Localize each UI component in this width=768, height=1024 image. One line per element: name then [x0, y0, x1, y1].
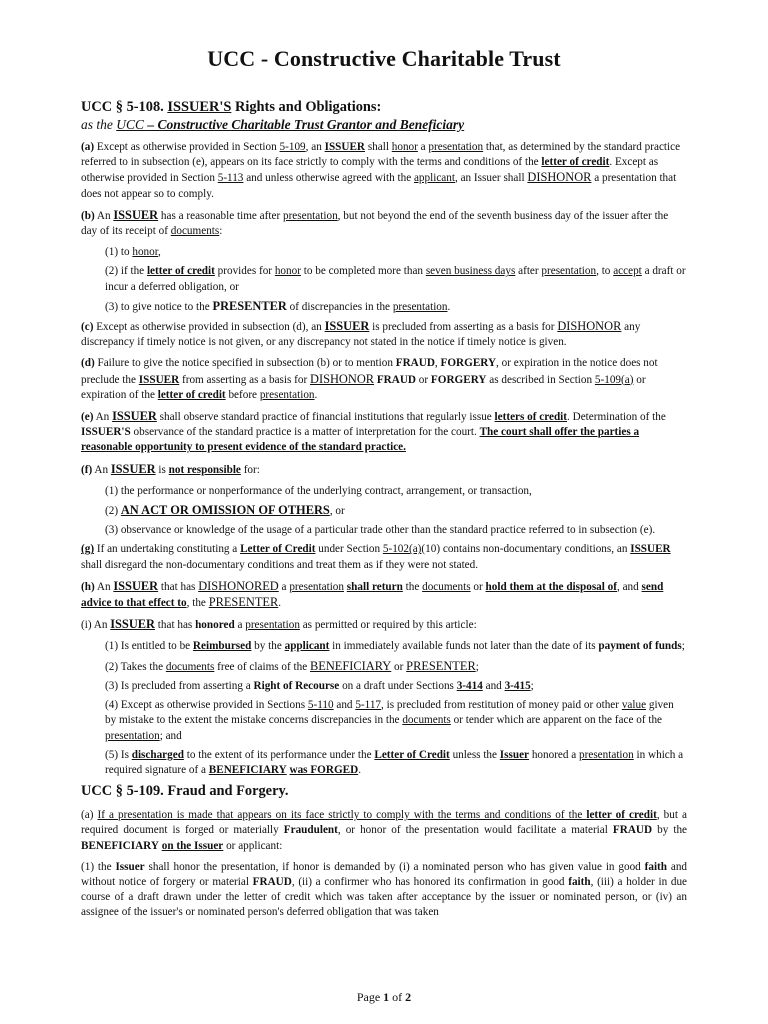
- section-ref: 5-109(a): [594, 373, 634, 386]
- term-discharged: discharged: [131, 748, 184, 761]
- term-reimbursed: Reimbursed: [192, 640, 252, 653]
- term-presenter: PRESENTER: [406, 658, 476, 673]
- text: on a draft under Sections: [339, 679, 457, 692]
- text: If an undertaking constituting a: [94, 543, 241, 556]
- section-ref: 5-109: [279, 141, 306, 153]
- text: ,: [158, 246, 161, 259]
- text: Except as otherwise provided in subsection (d), an: [93, 321, 325, 334]
- text: has a reasonable time after: [158, 209, 283, 222]
- text: as permitted or required by this article:: [299, 619, 477, 632]
- term-issuer: ISSUER: [630, 543, 671, 556]
- term-issuer: ISSUER: [324, 141, 366, 153]
- text: An: [94, 580, 114, 593]
- term-presenter: PRESENTER: [212, 298, 287, 313]
- paragraph-label: (c): [81, 321, 94, 334]
- text: any discrepancy if timely notice is not given, or any discrepancy not stated in the notice if timely notice is given.: [81, 321, 641, 349]
- term-presentation: presentation: [105, 729, 160, 742]
- text: .: [314, 388, 318, 401]
- text: by the: [652, 824, 688, 837]
- text: a: [278, 580, 290, 593]
- text: shall observe standard practice of financial institutions that regularly issue: [156, 411, 495, 424]
- text: and without notice of forgery or material: [81, 860, 688, 888]
- section-5-109-heading: UCC § 5-109. Fraud and Forgery.: [81, 783, 289, 800]
- text: in which a required signature of a: [105, 748, 684, 776]
- subheading-text: as the: [81, 117, 117, 132]
- paragraph-b: [81, 208, 687, 239]
- page-number: 1: [383, 990, 390, 1004]
- text: from asserting as a basis for: [179, 373, 311, 386]
- section-ref: 3-415: [504, 679, 531, 692]
- text: , or expiration in the notice does not preclude the: [81, 357, 658, 386]
- term-dishonor: DISHONOR: [557, 319, 622, 334]
- list-item: (3) observance or knowledge of the usage of a particular trade other than the standard practice referred to in subsection (e).: [105, 524, 656, 537]
- term-letters-of-credit: letters of credit: [494, 411, 568, 424]
- text: that has: [158, 580, 199, 593]
- text: the: [402, 580, 423, 593]
- text: (1) Is entitled to be: [105, 640, 193, 653]
- term-letter-of-credit: letter of credit: [146, 265, 215, 278]
- term-hold-at-disposal: hold them at the disposal of: [485, 580, 617, 593]
- term-presentation: presentation: [579, 748, 634, 761]
- text: shall honor the presentation, if honor is demanded by (i) a nominated person who has given value in good: [144, 860, 645, 873]
- paragraph-label: (f): [81, 463, 93, 476]
- text: and: [333, 699, 356, 712]
- text: An: [92, 463, 111, 476]
- underlined-clause: If a presentation is made that appears on its face strictly to comply with the terms and conditions of the: [97, 809, 587, 822]
- text: given by mistake to the extent the mistake concerns discrepancies in the: [105, 699, 674, 727]
- section-5-108-heading: [81, 98, 687, 116]
- paragraph-label: (e): [81, 411, 94, 424]
- list-item: [105, 503, 687, 519]
- text: (3) Is precluded from asserting a: [105, 679, 254, 692]
- paragraph-i-items: [81, 639, 687, 778]
- page-total: 2: [405, 990, 412, 1004]
- text: a presentation that does not appear so to comply.: [81, 172, 677, 200]
- term-letter-of-credit: Letter of Credit: [240, 543, 316, 556]
- text: after: [515, 265, 542, 278]
- term-act-or-omission: AN ACT OR OMISSION OF OTHERS: [120, 503, 330, 518]
- text: for:: [240, 463, 260, 476]
- term-presenter: PRESENTER: [208, 595, 279, 610]
- text: ;: [530, 679, 534, 692]
- page-title: UCC - Constructive Charitable Trust: [207, 46, 561, 71]
- text: that, as determined by the standard practice referred to in subsection (e), appears on its face strictly to comply with the terms and conditions of the: [81, 141, 681, 169]
- term-right-of-recourse: Right of Recourse: [253, 679, 340, 692]
- text: before: [225, 388, 260, 401]
- text: or: [391, 660, 407, 673]
- text: to be completed more than: [300, 265, 426, 278]
- term-faith: faith: [568, 875, 591, 888]
- text: An: [94, 209, 114, 222]
- term-not-responsible: not responsible: [168, 463, 241, 476]
- text: to the extent of its performance under the: [183, 748, 375, 761]
- term-issuer: Issuer: [115, 860, 145, 873]
- text: , (ii) a confirmer who has honored its confirmation in good: [291, 875, 569, 888]
- page-footer: [0, 990, 768, 1005]
- term-presentation: presentation: [392, 300, 448, 313]
- subheading-ucc-term: UCC: [116, 117, 145, 132]
- term-presentation: presentation: [428, 141, 484, 153]
- text: or expiration of the: [81, 373, 646, 401]
- text: a draft or incur a deferred obligation, or: [105, 265, 686, 293]
- term-fraud: FRAUD: [612, 824, 653, 837]
- text: of discrepancies in the: [286, 300, 393, 313]
- paragraph-label: (a): [81, 809, 94, 822]
- paragraph-label: (h): [81, 580, 95, 593]
- term-honored: honored: [195, 619, 235, 632]
- term-payment-of-funds: payment of funds: [598, 640, 682, 653]
- list-item: [105, 264, 687, 294]
- section-ref: 3-414: [456, 679, 483, 692]
- term-letter-of-credit: letter of credit: [586, 809, 657, 822]
- text: ; and: [159, 729, 182, 742]
- term-honor: honor: [274, 265, 301, 278]
- text: or: [416, 373, 431, 386]
- text: (4) Except as otherwise provided in Sections: [105, 699, 308, 712]
- list-item: [105, 245, 687, 260]
- heading-issuer-term: ISSUER'S: [167, 99, 232, 115]
- text: , the: [186, 597, 209, 610]
- term-presentation: presentation: [541, 265, 597, 278]
- text: of: [389, 990, 406, 1004]
- text: , or: [329, 505, 345, 518]
- paragraph-label: (a): [81, 141, 95, 153]
- text: , is precluded from restitution of money paid or other: [381, 699, 622, 712]
- subheading-trust-term: – Constructive Charitable Trust Grantor and Beneficiary: [144, 117, 465, 132]
- paragraph-label: (b): [81, 209, 95, 222]
- court-statement: The court shall offer the parties a reasonable opportunity to present evidence of the standard practice.: [81, 426, 640, 454]
- section-5-108-subheading: [81, 116, 687, 133]
- paragraph-f-items: [81, 484, 687, 539]
- term-applicant: applicant: [284, 640, 330, 653]
- text: as described in Section: [486, 373, 595, 386]
- paragraph-b-items: [81, 245, 687, 315]
- paragraph-d: [81, 356, 687, 403]
- heading-text: Rights and Obligations:: [231, 99, 382, 115]
- term-issuers: ISSUER'S: [81, 426, 131, 439]
- paragraph-label: (g): [81, 543, 95, 556]
- paragraph-a: [81, 140, 687, 202]
- text: a: [417, 141, 429, 153]
- text: is: [155, 463, 169, 476]
- term-send-advice: send advice to that effect to: [81, 580, 664, 610]
- term-accept: accept: [613, 265, 642, 278]
- term-issuer: ISSUER: [113, 207, 159, 222]
- paragraph-h: [81, 579, 687, 611]
- term-fraudulent: Fraudulent: [283, 824, 338, 837]
- paragraph-label: (d): [81, 357, 95, 370]
- text: .: [358, 763, 361, 776]
- text: (10) contains non-documentary conditions, an: [421, 543, 631, 556]
- text: and: [482, 679, 505, 692]
- text: free of claims of the: [214, 660, 311, 673]
- text: , an: [305, 141, 325, 153]
- term-on-the-issuer: on the Issuer: [161, 839, 224, 852]
- term-dishonored: DISHONORED: [198, 578, 279, 593]
- term-shall-return: shall return: [346, 580, 403, 593]
- term-letter-of-credit: Letter of Credit: [374, 748, 450, 761]
- text: that has: [154, 619, 196, 632]
- text: An: [91, 619, 111, 632]
- text: .: [278, 597, 282, 610]
- text: Failure to give the notice specified in subsection (b) or to mention: [94, 357, 396, 370]
- list-item: [105, 659, 687, 675]
- term-fraud: FRAUD: [252, 875, 292, 888]
- term-documents: documents: [170, 225, 220, 238]
- term-seven-business-days: seven business days: [425, 265, 516, 278]
- paragraph-109-a: [81, 808, 687, 854]
- text: (1) the: [81, 860, 116, 873]
- term-issuer: ISSUER: [138, 373, 180, 386]
- paragraph-g: [81, 542, 687, 572]
- term-value: value: [621, 699, 647, 712]
- list-item: (1) the performance or nonperformance of the underlying contract, arrangement, or transaction,: [105, 484, 532, 497]
- text: in immediately available funds not later than the date of its: [329, 640, 599, 653]
- paragraph-label: (i): [81, 619, 92, 632]
- term-beneficiary: BENEFICIARY: [310, 658, 392, 673]
- text: :: [219, 225, 223, 238]
- text: honored a: [529, 748, 580, 761]
- term-was-forged: was FORGED: [289, 763, 359, 776]
- text: , an Issuer shall: [454, 172, 528, 185]
- text: , but not beyond the end of the seventh business day of the issuer after the day of its receipt of: [81, 209, 669, 238]
- term-documents: documents: [165, 660, 215, 673]
- term-issuer: ISSUER: [110, 617, 155, 632]
- text: (5) Is: [105, 748, 132, 761]
- text: (2) if the: [105, 265, 147, 278]
- section-ref: 5-113: [217, 172, 244, 185]
- section-ref: 5-102(a): [382, 543, 422, 556]
- term-dishonor: DISHONOR: [527, 170, 592, 185]
- paragraph-e: [81, 409, 687, 456]
- term-issuer: ISSUER: [112, 409, 157, 424]
- text: ;: [681, 640, 685, 653]
- text: Page: [356, 990, 384, 1004]
- term-honor: honor: [391, 141, 418, 153]
- term-presentation: presentation: [282, 209, 338, 222]
- section-ref: 5-117: [355, 699, 382, 712]
- text: , (iii) a holder in due course of a draft drawn under the letter of credit which was taken after acceptance by the issuer or nominated person, or (iv) an assignee of the issuer's or nominated person's deferred obligation that was taken: [81, 875, 688, 919]
- text: a: [234, 619, 246, 632]
- term-issuer: ISSUER: [324, 319, 370, 334]
- heading-text: UCC § 5-108.: [81, 99, 168, 115]
- list-item: [105, 698, 687, 744]
- text: (3) to give notice to the: [105, 300, 213, 313]
- text: (1) to: [105, 246, 133, 259]
- text: Except as otherwise provided in Section: [94, 141, 280, 153]
- term-honor: honor: [132, 246, 158, 259]
- term-letter-of-credit: letter of credit: [157, 388, 226, 401]
- paragraph-c: [81, 319, 687, 350]
- text: . Determination of the: [567, 411, 666, 424]
- term-issuer: ISSUER: [113, 578, 159, 593]
- text: observance of the standard practice is a matter of interpretation for the court.: [130, 426, 480, 439]
- term-dishonor: DISHONOR: [310, 371, 375, 386]
- text: , and: [617, 580, 642, 593]
- text: , to: [596, 265, 614, 278]
- term-documents: documents: [422, 580, 471, 593]
- term-fraud: FRAUD: [395, 357, 435, 370]
- list-item: [105, 639, 687, 654]
- text: , but a required document is forged or materially: [81, 809, 687, 837]
- text: . Except as otherwise provided in Section: [81, 156, 659, 185]
- text: ,: [434, 357, 441, 370]
- term-beneficiary: BENEFICIARY: [81, 839, 159, 852]
- term-fraud: FRAUD: [376, 373, 416, 386]
- term-beneficiary: BENEFICIARY: [208, 763, 287, 776]
- term-documents: documents: [402, 714, 451, 727]
- text: ;: [475, 660, 479, 673]
- paragraph-109-1: [81, 860, 687, 921]
- term-forgery: FORGERY: [430, 373, 487, 386]
- text: by the: [251, 640, 285, 653]
- text: , or honor of the presentation would facilitate a material: [337, 824, 613, 837]
- text: or: [470, 580, 486, 593]
- term-issuer: ISSUER: [110, 461, 156, 476]
- paragraph-i: [81, 617, 687, 633]
- term-presentation: presentation: [259, 388, 315, 401]
- section-ref: 5-110: [307, 699, 334, 712]
- list-item: [105, 748, 687, 778]
- text: under Section: [315, 543, 383, 556]
- term-issuer: Issuer: [499, 748, 530, 761]
- term-presentation: presentation: [245, 619, 300, 632]
- term-applicant: applicant: [413, 172, 455, 185]
- text: .: [447, 300, 451, 313]
- term-letter-of-credit: letter of credit: [541, 156, 610, 169]
- text: provides for: [214, 265, 275, 278]
- list-item: [105, 299, 687, 315]
- text: shall: [365, 141, 392, 153]
- text: or applicant:: [223, 839, 283, 852]
- list-item: [105, 679, 687, 694]
- text: (2): [105, 505, 121, 518]
- term-faith: faith: [644, 860, 667, 873]
- text: An: [93, 411, 113, 424]
- text: unless the: [449, 748, 500, 761]
- term-presentation: presentation: [289, 580, 344, 593]
- text: and unless otherwise agreed with the: [243, 172, 414, 185]
- document-page: [81, 46, 687, 927]
- paragraph-f: [81, 462, 687, 478]
- text: shall disregard the non-documentary conditions and treat them as if they were not stated.: [81, 558, 479, 571]
- text: (2) Takes the: [105, 660, 166, 673]
- text: is precluded from asserting as a basis for: [369, 321, 558, 334]
- term-forgery: FORGERY: [440, 357, 497, 370]
- text: or tender which are apparent on the face of the: [450, 714, 663, 727]
